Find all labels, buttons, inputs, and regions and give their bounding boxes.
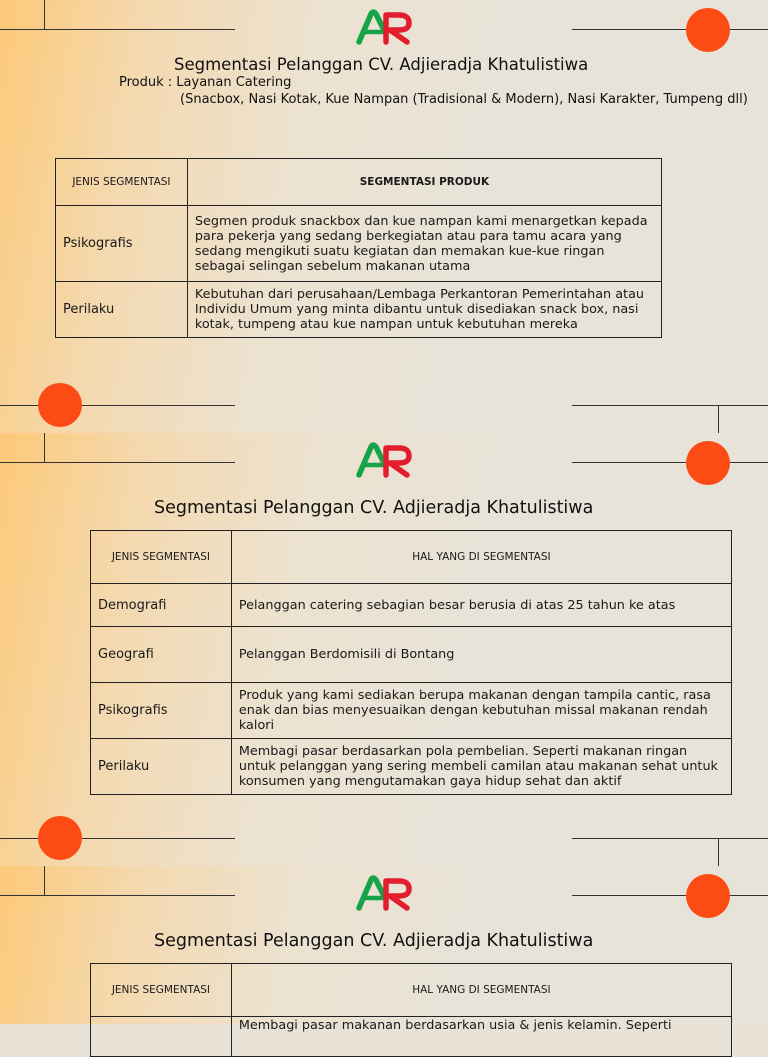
segment-description: Segmen produk snackbox dan kue nampan kami menargetkan kepada para pekerja yang sedang berkegiatan atau para tamu acara yang sedang mengikuti suatu kegiatan dan memakan kue-kue ringan sebagai selingan sebelum makanan utama	[187, 206, 661, 282]
segment-type: Psikografis	[91, 683, 232, 739]
decor-line	[44, 433, 45, 462]
decor-line	[718, 838, 719, 866]
decor-line	[0, 462, 235, 463]
segment-description: Membagi pasar berdasarkan pola pembelian. Seperti makanan ringan untuk pelanggan yang sering membeli camilan atau makanan sehat untuk konsumen yang mengutamakan gaya hidup sehat dan aktif	[231, 739, 731, 795]
segmentation-table	[90, 530, 732, 795]
decor-line	[0, 405, 235, 406]
segment-type: Geografi	[91, 627, 232, 683]
segment-description: Produk yang kami sediakan berupa makanan dengan tampila cantic, rasa enak dan bias menyesuaikan dengan kebutuhan missal makanan rendah kalori	[231, 683, 731, 739]
table-row	[91, 1017, 732, 1057]
decor-dot	[686, 874, 730, 918]
product-detail: (Snacbox, Nasi Kotak, Kue Nampan (Tradisional & Modern), Nasi Karakter, Tumpeng dll)	[180, 92, 748, 107]
table-header-row	[56, 159, 662, 206]
table-row	[91, 584, 732, 627]
segment-type: Psikografis	[56, 206, 188, 282]
table-header-row	[91, 964, 732, 1017]
slide-3	[0, 866, 768, 1033]
slide-1	[0, 0, 768, 433]
company-logo	[355, 8, 413, 44]
company-logo	[355, 441, 413, 477]
decor-dot	[38, 816, 82, 860]
slide-2	[0, 433, 768, 866]
decor-line	[572, 895, 768, 896]
decor-line	[0, 29, 235, 30]
segment-description: Kebutuhan dari perusahaan/Lembaga Perkantoran Pemerintahan atau Individu Umum yang minta dibantu untuk disediakan snack box, nasi kotak, tumpeng atau kue nampan untuk kebutuhan mereka	[187, 282, 661, 338]
column-header: JENIS SEGMENTASI	[91, 531, 232, 584]
product-line: Produk : Layanan Catering	[119, 75, 292, 90]
slide-title: Segmentasi Pelanggan CV. Adjieradja Khatulistiwa	[174, 55, 589, 74]
decor-line	[572, 838, 768, 839]
column-header: JENIS SEGMENTASI	[56, 159, 188, 206]
table-row	[56, 282, 662, 338]
decor-line	[718, 405, 719, 433]
slide-title: Segmentasi Pelanggan CV. Adjieradja Khatulistiwa	[154, 498, 594, 518]
segment-type: Perilaku	[91, 739, 232, 795]
column-header: HAL YANG DI SEGMENTASI	[231, 531, 731, 584]
segmentation-table	[90, 963, 732, 1057]
segment-description: Membagi pasar makanan berdasarkan usia & jenis kelamin. Seperti	[231, 1017, 731, 1057]
column-header: HAL YANG DI SEGMENTASI	[231, 964, 731, 1017]
column-header: JENIS SEGMENTASI	[91, 964, 232, 1017]
column-header: SEGMENTASI PRODUK	[187, 159, 661, 206]
decor-line	[572, 462, 768, 463]
segment-type	[91, 1017, 232, 1057]
decor-line	[572, 29, 768, 30]
segmentation-table	[55, 158, 662, 338]
table-row	[91, 739, 732, 795]
table-row	[91, 683, 732, 739]
segment-type: Demografi	[91, 584, 232, 627]
company-logo	[355, 874, 413, 910]
segment-description: Pelanggan catering sebagian besar berusia di atas 25 tahun ke atas	[231, 584, 731, 627]
table-row	[56, 206, 662, 282]
segment-description: Pelanggan Berdomisili di Bontang	[231, 627, 731, 683]
decor-line	[0, 895, 235, 896]
decor-dot	[38, 383, 82, 427]
decor-line	[44, 866, 45, 895]
decor-line	[0, 838, 235, 839]
segment-type: Perilaku	[56, 282, 188, 338]
decor-dot	[686, 441, 730, 485]
slide-title: Segmentasi Pelanggan CV. Adjieradja Khatulistiwa	[154, 931, 594, 951]
decor-line	[44, 0, 45, 29]
decor-dot	[686, 8, 730, 52]
decor-line	[572, 405, 768, 406]
table-header-row	[91, 531, 732, 584]
table-row	[91, 627, 732, 683]
